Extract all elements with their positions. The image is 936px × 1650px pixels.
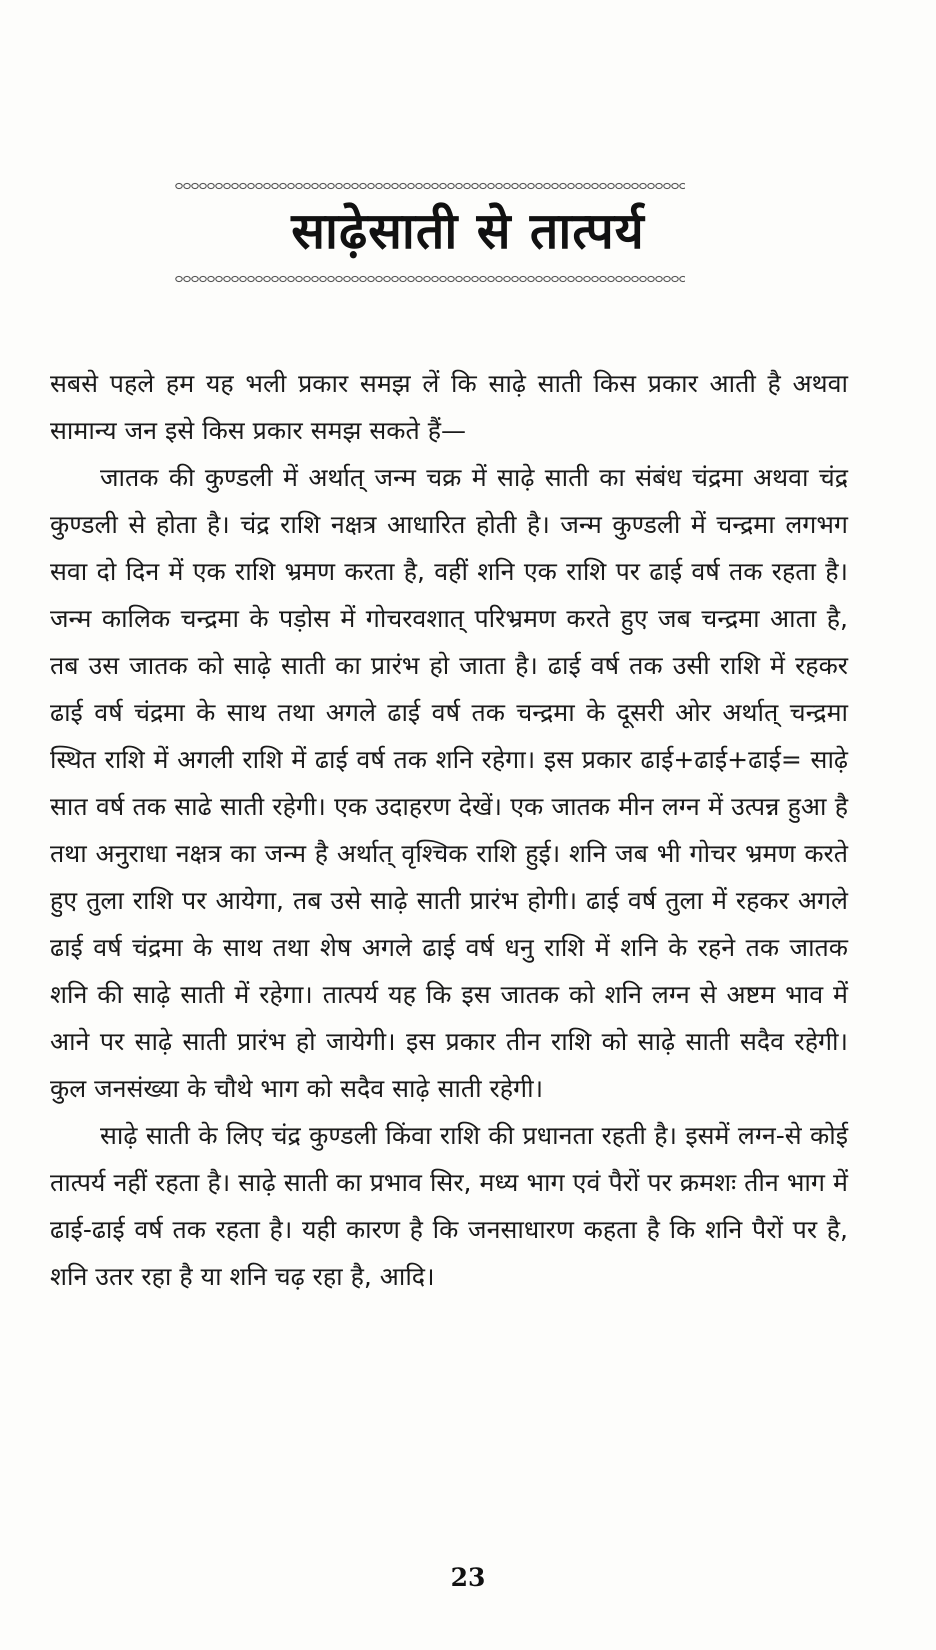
bottom-ornament-border	[175, 273, 685, 285]
chapter-body	[50, 360, 848, 1300]
paragraph-conclusion: साढ़े साती के लिए चंद्र कुण्डली किंवा राशि की प्रधानता रहती है। इसमें लग्न-से कोई तात्पर्य नहीं रहता है। साढ़े साती का प्रभाव सिर, मध्य भाग एवं पैरों पर क्रमशः तीन भाग में ढाई-ढाई वर्ष तक रहता है। यही कारण है कि जनसाधारण कहता है कि शनि पैरों पर है, शनि उतर रहा है या शनि चढ़ रहा है, आदि।	[50, 1121, 848, 1291]
page-number: 23	[450, 1563, 486, 1592]
chapter-title: साढ़ेसाती से तात्पर्य	[291, 202, 645, 260]
paragraph-explanation: जातक की कुण्डली में अर्थात् जन्म चक्र में साढ़े साती का संबंध चंद्रमा अथवा चंद्र कुण्डली से होता है। चंद्र राशि नक्षत्र आधारित होती है। जन्म कुण्डली में चन्द्रमा लगभग सवा दो दिन में एक राशि भ्रमण करता है, वहीं शनि एक राशि पर ढाई वर्ष तक रहता है। जन्म कालिक चन्द्रमा के पड़ोस में गोचरवशात् परिभ्रमण करते हुए जब चन्द्रमा आता है, तब उस जातक को साढ़े साती का प्रारंभ हो जाता है। ढाई वर्ष तक उसी राशि में रहकर ढाई वर्ष चंद्रमा के साथ तथा अगले ढाई वर्ष तक चन्द्रमा के दूसरी ओर अर्थात् चन्द्रमा स्थित राशि में अगली राशि में ढाई वर्ष तक शनि रहेगा। इस प्रकार ढाई+ढाई+ढाई= साढ़े सात वर्ष तक साढे साती रहेगी। एक उदाहरण देखें। एक जातक मीन लग्न में उत्पन्न हुआ है तथा अनुराधा नक्षत्र का जन्म है अर्थात् वृश्चिक राशि हुई। शनि जब भी गोचर भ्रमण करते हुए तुला राशि पर आयेगा, तब उसे साढ़े साती प्रारंभ होगी। ढाई वर्ष तुला में रहकर अगले ढाई वर्ष चंद्रमा के साथ तथा शेष अगले ढाई वर्ष धनु राशि में शनि के रहने तक जातक शनि की साढ़े साती में रहेगा। तात्पर्य यह कि इस जातक को शनि लग्न से अष्टम भाव में आने पर साढ़े साती प्रारंभ हो जायेगी। इस प्रकार तीन राशि को साढ़े साती सदैव रहेगी। कुल जनसंख्या के चौथे भाग को सदैव साढ़े साती रहेगी।	[50, 463, 848, 1103]
paragraph-intro: सबसे पहले हम यह भली प्रकार समझ लें कि साढ़े साती किस प्रकार आती है अथवा सामान्य जन इसे किस प्रकार समझ सकते हैं—	[50, 369, 848, 445]
top-ornament-border	[175, 180, 685, 192]
